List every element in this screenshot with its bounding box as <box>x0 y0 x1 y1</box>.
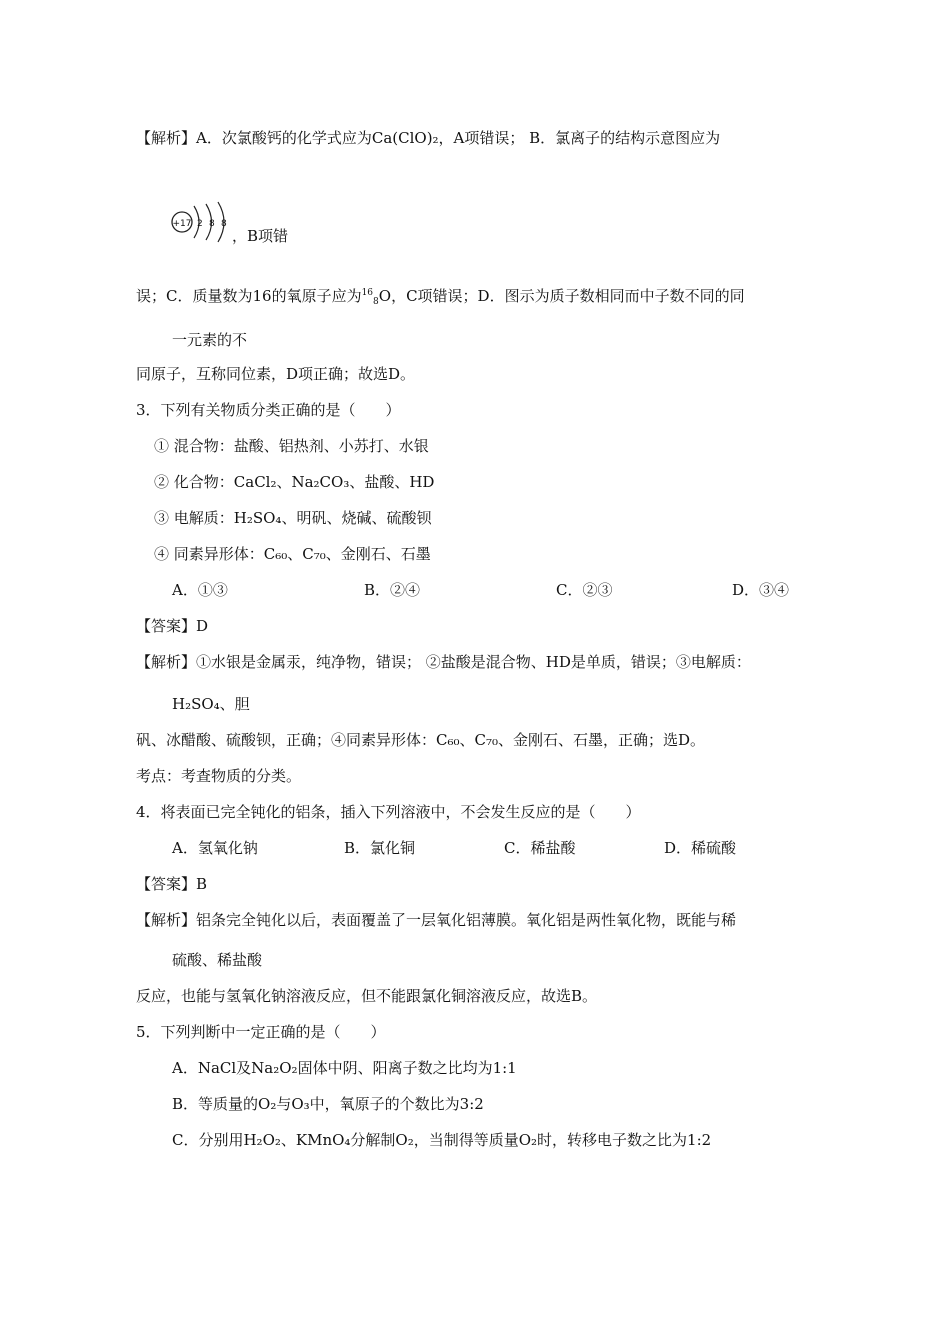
q3-option-c: C．②③ <box>556 581 613 599</box>
q3-option-d: D．③④ <box>732 581 790 599</box>
q3-analysis-line3: 矾、冰醋酸、硫酸钡，正确；④同素异形体：C₆₀、C₇₀、金刚石、石墨，正确；选D。 <box>136 731 706 749</box>
q3-option-a: A．①③ <box>172 581 228 599</box>
analysis-label: 【解析】 <box>136 129 197 147</box>
q4-option-d: D．稀硫酸 <box>664 839 737 857</box>
q5-option-b: B．等质量的O₂与O₃中，氧原子的个数比为3:2 <box>172 1095 484 1113</box>
shell-3-electrons: 8 <box>221 219 227 229</box>
q2-analysis-after-diagram: ，B项错 <box>232 227 289 245</box>
q3-stem: 3．下列有关物质分类正确的是（ ） <box>136 401 401 419</box>
q3-item-2: ② 化合物：CaCl₂、Na₂CO₃、盐酸、HD <box>154 473 435 491</box>
q5-option-c: C．分别用H₂O₂、KMnO₄分解制O₂，当制得等质量O₂时，转移电子数之比为1:2 <box>172 1131 712 1149</box>
q3-item-1: ① 混合物：盐酸、铝热剂、小苏打、水银 <box>154 437 429 455</box>
q2-analysis-line4: 一元素的不 <box>172 331 248 349</box>
q4-answer: 【答案】B <box>136 875 208 893</box>
q4-analysis-line3: 反应，也能与氢氧化钠溶液反应，但不能跟氯化铜溶液反应，故选B。 <box>136 987 598 1005</box>
q4-option-a: A．氢氧化钠 <box>172 839 258 857</box>
q3-analysis-line2: H₂SO₄、胆 <box>172 695 250 713</box>
q3-analysis-line1: 【解析】①水银是金属汞，纯净物，错误； ②盐酸是混合物、HD是单质，错误；③电解质： <box>136 653 751 671</box>
q4-analysis-line1: 【解析】铝条完全钝化以后，表面覆盖了一层氧化铝薄膜。氧化铝是两性氧化物，既能与稀 <box>136 911 737 929</box>
q2-analysis-line5: 同原子，互称同位素，D项正确；故选D。 <box>136 365 416 383</box>
shell-1-electrons: 2 <box>197 219 203 229</box>
q3-answer: 【答案】D <box>136 617 209 635</box>
q3-item-4: ④ 同素异形体：C₆₀、C₇₀、金刚石、石墨 <box>154 545 431 563</box>
q2-analysis-line3: 误；C．质量数为16的氧原子应为$^{16}_8$O，C项错误；D．图示为质子数相同而中子数不同的同 <box>136 287 745 307</box>
q4-option-c: C．稀盐酸 <box>504 839 576 857</box>
q4-option-b: B．氯化铜 <box>344 839 416 857</box>
q2-analysis-line1 <box>136 128 720 148</box>
q5-option-a: A．NaCl及Na₂O₂固体中阴、阳离子数之比均为1:1 <box>172 1059 517 1077</box>
analysis-text: A．次氯酸钙的化学式应为Ca(ClO)₂，A项错误； B．氯离子的结构示意图应为 <box>196 129 721 147</box>
nucleus-charge: +17 <box>172 219 192 229</box>
q5-stem: 5．下列判断中一定正确的是（ ） <box>136 1023 386 1041</box>
q3-item-3: ③ 电解质：H₂SO₄、明矾、烧碱、硫酸钡 <box>154 509 432 527</box>
q4-stem: 4．将表面已完全钝化的铝条，插入下列溶液中，不会发生反应的是（ ） <box>136 803 641 821</box>
chloride-ion-structure-diagram <box>170 200 240 244</box>
q4-analysis-line2: 硫酸、稀盐酸 <box>172 951 263 969</box>
shell-2-electrons: 8 <box>209 219 215 229</box>
q3-option-b: B．②④ <box>364 581 421 599</box>
q3-kaodian: 考点：考查物质的分类。 <box>136 767 302 785</box>
